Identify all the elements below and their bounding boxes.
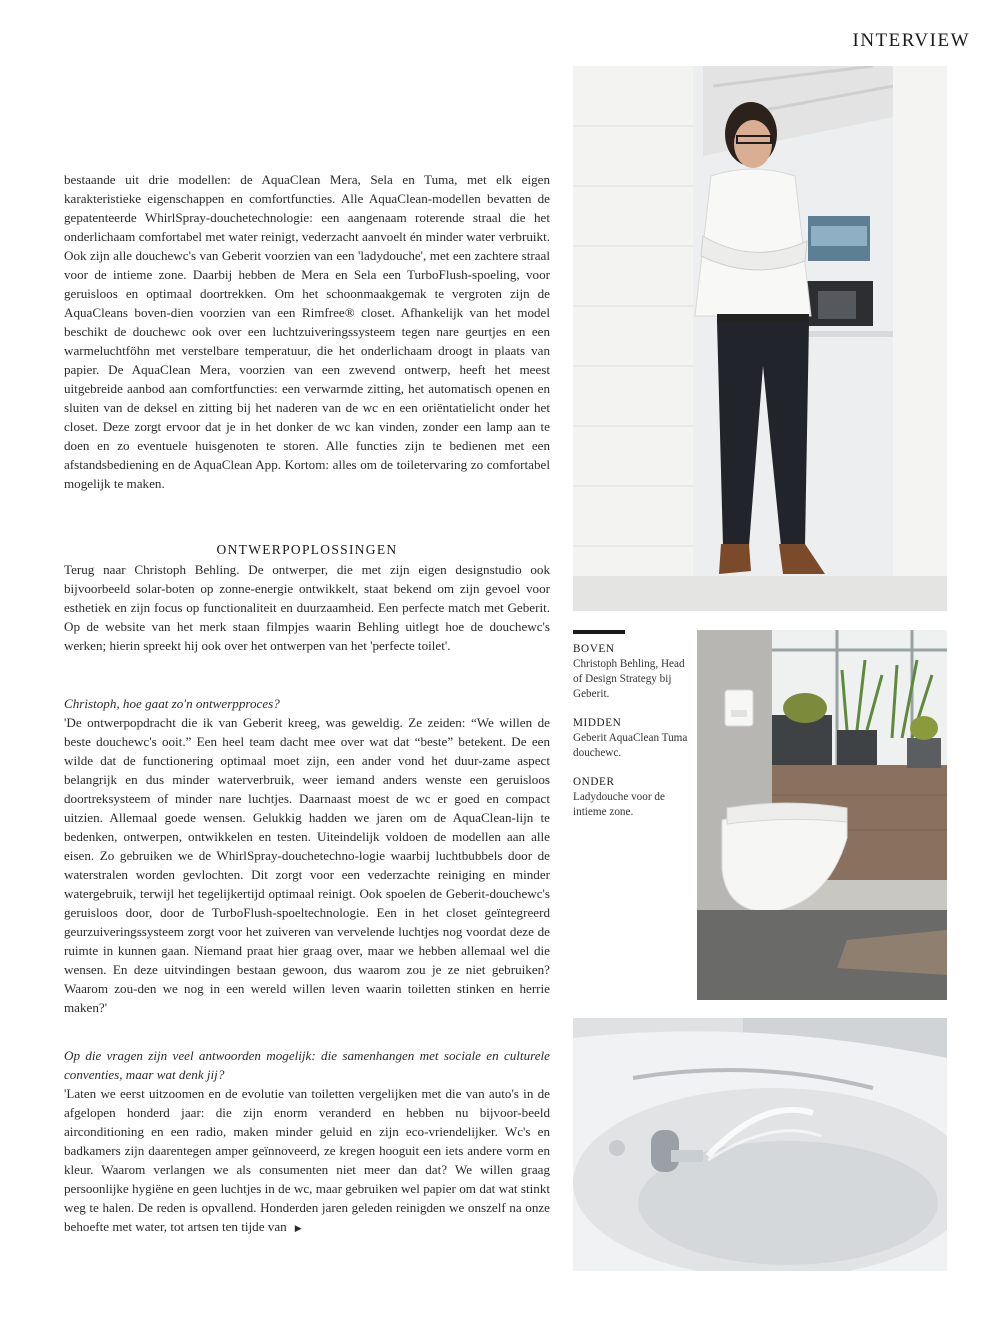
caption-middle [573, 716, 688, 761]
interview-block-2 [64, 1046, 550, 1238]
article-designer [64, 540, 550, 655]
caption-rule [573, 630, 625, 634]
intro-paragraph: bestaande uit drie modellen: de AquaClean Mera, Sela en Tuma, met elk eigen karakteristieke eigenschappen en comfortfuncties. Alle AquaClean-modellen bevatten de gepatenteerde WhirlSpray-douchetechnologie: een aangenaam roterende straal die het onderlichaam comfortabel met water reinigt, vederzacht aanvoelt én minder water verbruikt. Ook zijn alle douchewc's van Geberit voorzien van een 'ladydouche', met een zachtere straal voor de intieme zone. Daarbij hebben de Mera en Sela een TurboFlush-spoeling, voor geruisloos en optimaal doortrekken. Om het schoonmaakgemak te vergroten zijn de AquaCleans boven-dien voorzien van een Rimfree® closet. Afhankelijk van het model beschikt de douchewc ook over een luchtzuiveringssysteem tegen nare geurtjes en een warmeluchtföhn met verstelbare temperatuur, die het onderlichaam droogt in plaats van papier. De AquaClean Mera, voorzien van een zwevend ontwerp, heeft het meest uitgebreide aanbod aan comfortfuncties: een verwarmde zitting, het automatisch openen en sluiten van de deksel en zitting bij het naderen van de wc en een oriëntatielicht onder het closet. Deze zorgt ervoor dat je in het donker de wc kan vinden, zonder een lamp aan te doen en zo eventuele huisgenoten te storen. Alle functies zijn te bedienen met een afstandsbediening en de AquaClean App. Kortom: alles om de toiletervaring zo comfortabel mogelijk te maken. [64, 172, 550, 491]
caption-text: Ladydouche voor de intieme zone. [573, 791, 665, 818]
triangle-right-icon: ▶ [294, 1223, 302, 1233]
caption-bottom [573, 775, 688, 820]
subheading: ONTWERPOPLOSSINGEN [216, 542, 398, 557]
interview-block-1 [64, 694, 550, 1017]
answer-2-text: 'Laten we eerst uitzoomen en de evolutie van toiletten vergelijken met die van auto's in de afgelopen honderd jaar: die zijn enorm veranderd en hebben nu bijvoor-beeld airconditioning en een radio, maken minder geluid en zijn eco-vriendelijker. Wc's en badkamers zijn daarentegen amper geïnnoveerd, ze kregen hooguit een iets andere vorm en kleur. Waarom verlangen we als consumenten niet meer dan dat? We willen graag persoonlijke hygiëne en geen luchtjes in de wc, maar gebruiken wel papier om dat wat stinkt weg te halen. De reden is opvallend. Honderden jaren geleden reinigden we onszelf na onze behoefte met water, tot artsen ten tijde van [64, 1086, 550, 1234]
question-1: Christoph, hoe gaat zo'n ontwerpproces? [64, 696, 280, 711]
answer-1: 'De ontwerpopdracht die ik van Geberit kreeg, was geweldig. Ze zeiden: “We willen de beste douchewc's ooit.” Een heel team dacht mee over wat dat “beste” betekent. De een wilde dat de functionering optimaal moet zijn, een ander vond het duur-zame aspect belangrijk en dus minder waterverbruik, weer iemand anders wenste een geruisloos doortreksysteem of minder nare luchtjes. Daarnaast moest de wc er goed en compact uitzien. Allemaal goede wensen. Gelukkig hadden we jaren om de AquaClean-lijn te bedenken, ontwerpen, ontwikkelen en testen. Uiteindelijk voldoen de modellen aan alle eisen. Zo gebruiken we de WhirlSpray-douchetechno-logie waarbij luchtbubbels door de waterstralen worden gevlochten. Dit zorgt voor een vederzachte reiniging en minder watergebruik, terwijl het tegelijkertijd optimaal reinigt. Ook spoelen de Geberit-douchewc's geruisloos door, door de TurboFlush-spoeltechnologie. Een in het closet geïntegreerd geurzuiveringssysteem zorgt voor het zuiveren van vervelende luchtjes nog voordat deze de ruimte in kunnen gaan. Niemand praat hier graag over, maar we hebben allemaal wel die wensen. En deze uitvindingen bestaan gewoon, dus waarom zou je ze niet gebruiken? Waarom zou-den we nog in een wereld willen leven waarin toiletten stinken en herrie maken?' [64, 715, 550, 1015]
question-2: Op die vragen zijn veel antwoorden mogelijk: die samenhangen met sociale en culturele conventies, maar wat denk jij? [64, 1048, 550, 1082]
photo-captions [573, 642, 688, 834]
caption-text: Geberit AquaClean Tuma douchewc. [573, 732, 688, 759]
caption-top [573, 642, 688, 702]
caption-heading: MIDDEN [573, 717, 622, 729]
caption-text: Christoph Behling, Head of Design Strategy bij Geberit. [573, 658, 685, 700]
designer-paragraph: Terug naar Christoph Behling. De ontwerper, die met zijn eigen designstudio ook bijvoorbeeld solar-boten op zonne-energie ontwikkelt, staat bekend om zijn gevoel voor esthetiek en zijn focus op functionaliteit en duurzaamheid. Een perfecte match met Geberit. Op de website van het merk staan filmpjes waarin Behling uitlegt hoe de douchewc's werken; hierin spreekt hij ook over het ontwerpen van het 'perfecte toilet'. [64, 562, 550, 653]
caption-heading: ONDER [573, 776, 615, 788]
portrait-photo [573, 66, 947, 611]
toilet-photo [697, 630, 947, 1000]
section-label: INTERVIEW [852, 30, 970, 51]
answer-2 [64, 1084, 550, 1238]
article-intro [64, 170, 550, 493]
bowl-photo [573, 1018, 947, 1271]
caption-heading: BOVEN [573, 643, 615, 655]
